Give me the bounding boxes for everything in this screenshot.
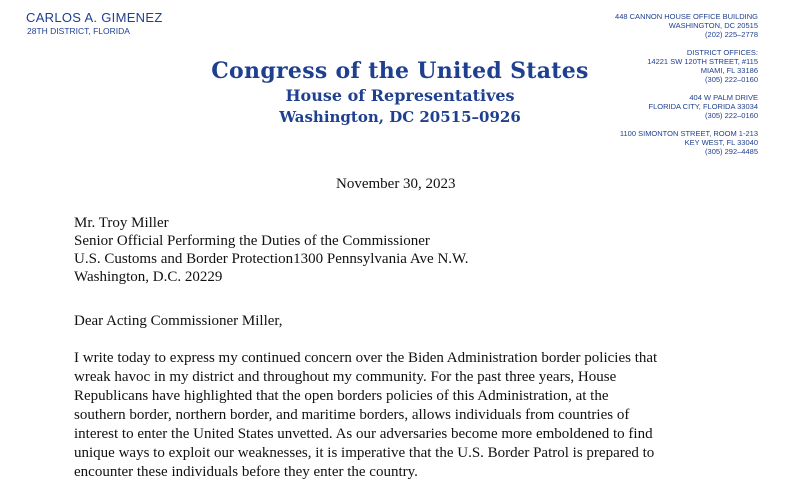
congress-title: Congress of the United States xyxy=(211,58,589,84)
office-line: 14221 SW 120TH STREET, #115 xyxy=(647,57,758,66)
office-line: (305) 222–0160 xyxy=(705,75,758,84)
house-title: House of Representatives xyxy=(285,86,515,105)
representative-block xyxy=(26,10,163,36)
recipient-address xyxy=(74,214,774,286)
office-line: (305) 292–4485 xyxy=(705,147,758,156)
paragraph-line: wreak havoc in my district and throughout my community. For the past three years, House xyxy=(74,369,617,385)
letter-paragraph xyxy=(74,349,774,482)
address-line: U.S. Customs and Border Protection1300 Pennsylvania Ave N.W. xyxy=(74,251,469,267)
salutation: Dear Acting Commissioner Miller, xyxy=(74,313,283,329)
paragraph-line: Republicans have highlighted that the open borders policies of this Administration, at the xyxy=(74,388,609,404)
office-line: WASHINGTON, DC 20515 xyxy=(668,21,758,30)
office-addresses xyxy=(615,12,758,165)
city-line: Washington, DC 20515–0926 xyxy=(279,108,521,126)
letter-date: November 30, 2023 xyxy=(336,176,456,192)
office-line: 404 W PALM DRIVE xyxy=(689,93,758,102)
office-line: FLORIDA CITY, FLORIDA 33034 xyxy=(648,102,758,111)
office-miami xyxy=(615,48,758,84)
representative-name: CARLOS A. GIMENEZ xyxy=(26,10,163,25)
office-washington xyxy=(615,12,758,39)
paragraph-line: southern border, northern border, and maritime borders, allows individuals from countries of xyxy=(74,407,630,423)
office-line: KEY WEST, FL 33040 xyxy=(684,138,758,147)
letterhead-title-block xyxy=(200,58,600,126)
address-line: Mr. Troy Miller xyxy=(74,215,169,231)
office-key-west xyxy=(615,129,758,156)
paragraph-line: interest to enter the United States unvetted. As our adversaries become more emboldened to find xyxy=(74,426,653,442)
address-line: Senior Official Performing the Duties of the Commissioner xyxy=(74,233,430,249)
paragraph-line: encounter these individuals before they enter the country. xyxy=(74,464,418,480)
paragraph-line: unique ways to exploit our weaknesses, it is imperative that the U.S. Border Patrol is prepared to xyxy=(74,445,655,461)
office-line: 448 CANNON HOUSE OFFICE BUILDING xyxy=(615,12,758,21)
paragraph-line: I write today to express my continued concern over the Biden Administration border policies that xyxy=(74,350,658,366)
office-florida-city xyxy=(615,93,758,120)
representative-district: 28TH DISTRICT, FLORIDA xyxy=(27,26,130,36)
office-line: (202) 225–2778 xyxy=(705,30,758,39)
office-line: (305) 222–0160 xyxy=(705,111,758,120)
office-line: MIAMI, FL 33186 xyxy=(700,66,758,75)
office-line: DISTRICT OFFICES: xyxy=(686,48,758,57)
office-line: 1100 SIMONTON STREET, ROOM 1-213 xyxy=(619,129,758,138)
address-line: Washington, D.C. 20229 xyxy=(74,269,223,285)
